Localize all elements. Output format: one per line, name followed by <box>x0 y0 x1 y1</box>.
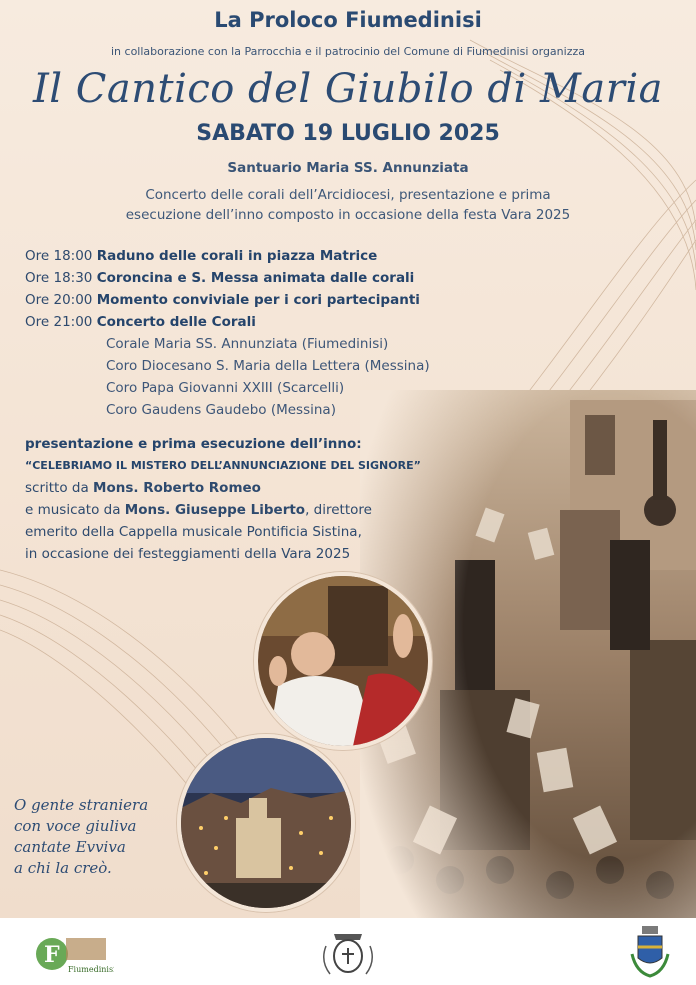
choir-item: Coro Papa Giovanni XXIII (Scarcelli) <box>106 380 345 396</box>
verse-line: cantate Evviva <box>14 838 126 856</box>
proloco-logo <box>34 928 114 978</box>
event-description <box>0 185 696 225</box>
anthem-line: in occasione dei festeggiamenti della Vara 2025 <box>25 546 351 562</box>
choir-item: Coro Gaudens Gaudebo (Messina) <box>106 402 336 418</box>
svg-text:F: F <box>44 942 60 968</box>
verse-line: con voce giuliva <box>14 817 137 835</box>
schedule-item <box>25 270 430 292</box>
schedule-time: Ore 18:00 <box>25 248 93 264</box>
description-line: Concerto delle corali dell’Arcidiocesi, presentazione e prima <box>145 187 551 203</box>
choir-item: Coro Diocesano S. Maria della Lettera (Messina) <box>106 358 430 374</box>
verse-text <box>14 795 174 879</box>
schedule-time: Ore 20:00 <box>25 292 93 308</box>
schedule-item <box>25 314 430 336</box>
collaboration-note: in collaborazione con la Parrocchia e il patrocinio del Comune di Fiumedinisi organizza <box>111 45 585 58</box>
schedule-item <box>25 292 430 314</box>
event-title: Il Cantico del Giubilo di Maria <box>32 66 664 112</box>
schedule-activity: Momento conviviale per i cori partecipanti <box>96 292 420 308</box>
anthem-line: emerito della Cappella musicale Pontificia Sistina, <box>25 524 362 540</box>
schedule-item <box>25 248 430 270</box>
proloco-logo-text: Fiumedinisi <box>68 965 114 974</box>
composed-prefix: e musicato da <box>25 502 125 518</box>
organizer-title: La Proloco Fiumedinisi <box>214 8 482 32</box>
schedule-time: Ore 21:00 <box>25 314 93 330</box>
schedule-list <box>25 248 430 424</box>
composed-suffix: , direttore <box>305 502 372 518</box>
priest-photo <box>254 572 432 750</box>
verse-line: a chi la creò. <box>14 859 112 877</box>
schedule-time: Ore 18:30 <box>25 270 93 286</box>
anthem-title: “CELEBRIAMO IL MISTERO DELL’ANNUNCIAZIONE DEL SIGNORE” <box>25 459 421 472</box>
anthem-composer-line <box>25 499 421 521</box>
anthem-author: Mons. Roberto Romeo <box>93 480 261 496</box>
anthem-heading: presentazione e prima esecuzione dell’inno: <box>25 436 362 452</box>
municipality-crest-logo <box>628 924 672 980</box>
schedule-activity: Concerto delle Corali <box>96 314 256 330</box>
verse-line: O gente straniera <box>14 796 149 814</box>
anthem-section <box>25 433 421 565</box>
footer-logos <box>0 918 696 985</box>
event-date: SABATO 19 LUGLIO 2025 <box>196 121 500 146</box>
written-prefix: scritto da <box>25 480 94 496</box>
choir-item: Corale Maria SS. Annunziata (Fiumedinisi) <box>106 336 389 352</box>
event-venue: Santuario Maria SS. Annunziata <box>227 160 469 176</box>
parish-seal-logo <box>320 926 376 980</box>
anthem-author-line <box>25 477 421 499</box>
description-line: esecuzione dell’inno composto in occasione della festa Vara 2025 <box>125 207 571 223</box>
town-night-photo <box>177 734 355 912</box>
schedule-activity: Coroncina e S. Messa animata dalle corali <box>96 270 415 286</box>
schedule-activity: Raduno delle corali in piazza Matrice <box>96 248 378 264</box>
anthem-composer: Mons. Giuseppe Liberto <box>124 502 306 518</box>
